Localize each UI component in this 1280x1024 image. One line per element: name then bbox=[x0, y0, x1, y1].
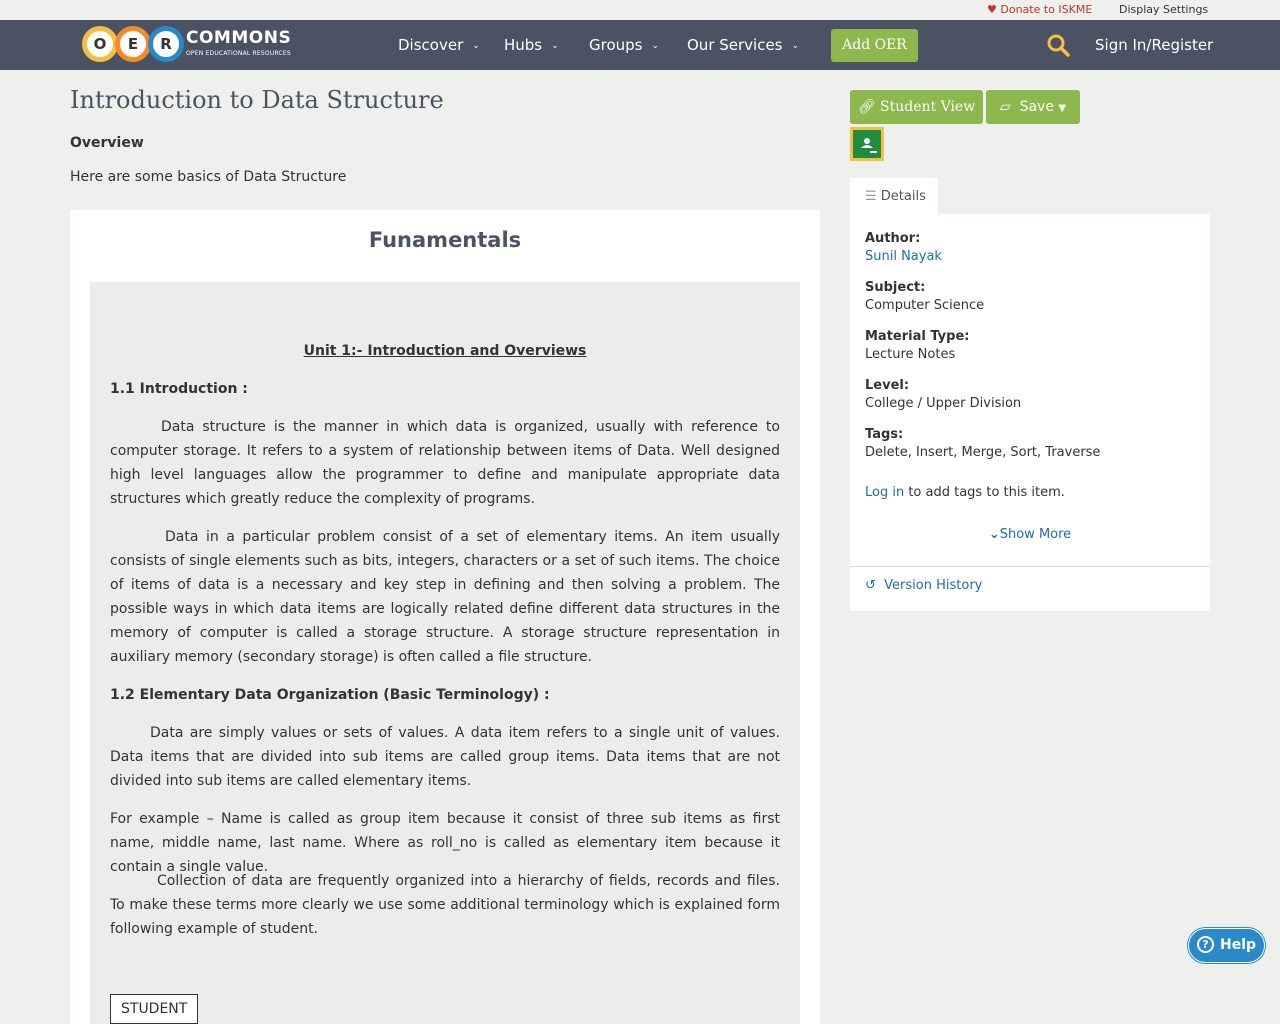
paragraph-4: For example – Name is called as group item because it consist of three sub items as first name, middle name, last name. Where as roll_no is called as elementary item because it contain a single value. bbox=[110, 811, 780, 875]
overview-text: Here are some basics of Data Structure bbox=[70, 169, 347, 185]
link-icon: 🔗︎ bbox=[857, 99, 876, 115]
logo-letter-r: R bbox=[148, 26, 184, 62]
chevron-down-icon: ⌄ bbox=[791, 41, 800, 51]
login-link[interactable]: Log in bbox=[865, 485, 905, 500]
nav-groups[interactable] bbox=[589, 36, 659, 54]
heading-elementary-data: 1.2 Elementary Data Organization (Basic Terminology) : bbox=[110, 687, 550, 703]
material-type-value: Lecture Notes bbox=[865, 347, 956, 362]
utility-bar bbox=[0, 0, 1280, 20]
version-history-label: Version History bbox=[884, 578, 983, 593]
nav-discover-label: Discover bbox=[398, 36, 464, 54]
save-label: Save bbox=[1019, 99, 1054, 115]
chevron-down-icon: ⌄ bbox=[988, 527, 1000, 542]
material-type-label: Material Type: bbox=[865, 329, 970, 344]
student-view-button[interactable] bbox=[850, 90, 983, 124]
list-icon: ☰ bbox=[865, 189, 877, 204]
show-more-label: Show More bbox=[999, 527, 1072, 542]
subject-value: Computer Science bbox=[865, 298, 985, 313]
show-more-link[interactable] bbox=[850, 527, 1210, 542]
main-navbar bbox=[0, 20, 1280, 70]
question-icon: ? bbox=[1197, 936, 1214, 953]
author-link[interactable]: Sunil Nayak bbox=[865, 249, 942, 264]
login-to-tag bbox=[865, 485, 1065, 500]
history-icon: ↺ bbox=[865, 578, 876, 593]
content-panel bbox=[70, 210, 820, 1024]
help-label: Help bbox=[1220, 937, 1257, 953]
tab-details[interactable] bbox=[850, 178, 938, 215]
logo-letter-e: E bbox=[115, 26, 151, 62]
logo-tagline: OPEN EDUCATIONAL RESOURCES bbox=[186, 50, 291, 57]
nav-groups-label: Groups bbox=[589, 36, 643, 54]
logo-letter-o: O bbox=[82, 26, 118, 62]
login-suffix: to add tags to this item. bbox=[904, 485, 1065, 500]
logo-wordmark: COMMONS bbox=[186, 28, 292, 48]
save-button[interactable] bbox=[986, 90, 1080, 124]
classroom-person-icon bbox=[853, 130, 881, 158]
level-label: Level: bbox=[865, 378, 910, 393]
overview-label: Overview bbox=[70, 135, 144, 151]
student-view-label: Student View bbox=[880, 99, 976, 115]
unit-title: Unit 1:- Introduction and Overviews bbox=[303, 343, 587, 359]
chevron-down-icon: ⌄ bbox=[472, 41, 480, 51]
details-panel bbox=[850, 214, 1210, 611]
chevron-down-icon: ⌄ bbox=[651, 41, 660, 51]
details-divider bbox=[850, 566, 1210, 567]
sign-in-register-link[interactable]: Sign In/Register bbox=[1095, 36, 1214, 54]
nav-hubs-label: Hubs bbox=[504, 36, 543, 54]
donate-link[interactable] bbox=[987, 3, 1092, 16]
paragraph-1: Data structure is the manner in which data is organized, usually with reference to computer storage. It refers to a system of relationship between items of Data. Well designed high level languages allow the programmer to define and manipulate appropriate data structures which greatly reduce the complexity of programs. bbox=[110, 419, 780, 507]
donate-label: Donate to ISKME bbox=[1000, 3, 1093, 16]
tags-label: Tags: bbox=[865, 427, 904, 442]
section-heading: Funamentals bbox=[368, 228, 522, 252]
display-settings-link[interactable]: Display Settings bbox=[1119, 3, 1209, 16]
nav-our-services[interactable] bbox=[687, 36, 799, 54]
help-button[interactable] bbox=[1188, 928, 1265, 963]
nav-discover[interactable] bbox=[398, 36, 480, 54]
level-value: College / Upper Division bbox=[865, 396, 1022, 411]
document-box bbox=[90, 282, 800, 1024]
paragraph-3: Data are simply values or sets of values. A data item refers to a single unit of values. Data items that are divided into sub items are called group items. Data items that are not divided into sub items are called elementary items. bbox=[110, 725, 780, 789]
student-label-box: STUDENT bbox=[110, 994, 198, 1024]
details-tab-label: Details bbox=[880, 189, 926, 204]
add-oer-button[interactable]: Add OER bbox=[831, 29, 918, 62]
tags-value: Delete, Insert, Merge, Sort, Traverse bbox=[865, 445, 1101, 460]
oer-commons-logo[interactable] bbox=[82, 25, 292, 63]
logo-circles bbox=[82, 26, 182, 62]
paragraph-5: Collection of data are frequently organized into a hierarchy of fields, records and files. To make these terms more clearly we use some additional terminology which is explained form following example of student. bbox=[110, 873, 780, 937]
version-history-link[interactable] bbox=[865, 578, 982, 593]
paragraph-2: Data in a particular problem consist of a set of elementary items. An item usually consists of single elements such as bits, integers, characters or a set of such items. The choice of items of data is a necessary and key step in defining and then solving a problem. The possible ways in which data items are logically related define different data structures in the memory of computer is called a storage structure. A storage structure representation in auxiliary memory (secondary storage) is often called a file structure. bbox=[110, 529, 780, 665]
search-icon[interactable] bbox=[1046, 33, 1070, 57]
google-classroom-icon[interactable] bbox=[850, 127, 884, 161]
heading-introduction: 1.1 Introduction : bbox=[110, 381, 248, 397]
page-title: Introduction to Data Structure bbox=[70, 86, 444, 114]
subject-label: Subject: bbox=[865, 280, 926, 295]
nav-hubs[interactable] bbox=[504, 36, 559, 54]
caret-down-icon: ▼ bbox=[1058, 103, 1067, 114]
nav-our-services-label: Our Services bbox=[687, 36, 783, 54]
folder-open-icon: ▱ bbox=[999, 99, 1011, 115]
chevron-down-icon: ⌄ bbox=[551, 41, 559, 51]
author-label: Author: bbox=[865, 231, 921, 246]
heart-icon: ♥ bbox=[987, 3, 997, 16]
